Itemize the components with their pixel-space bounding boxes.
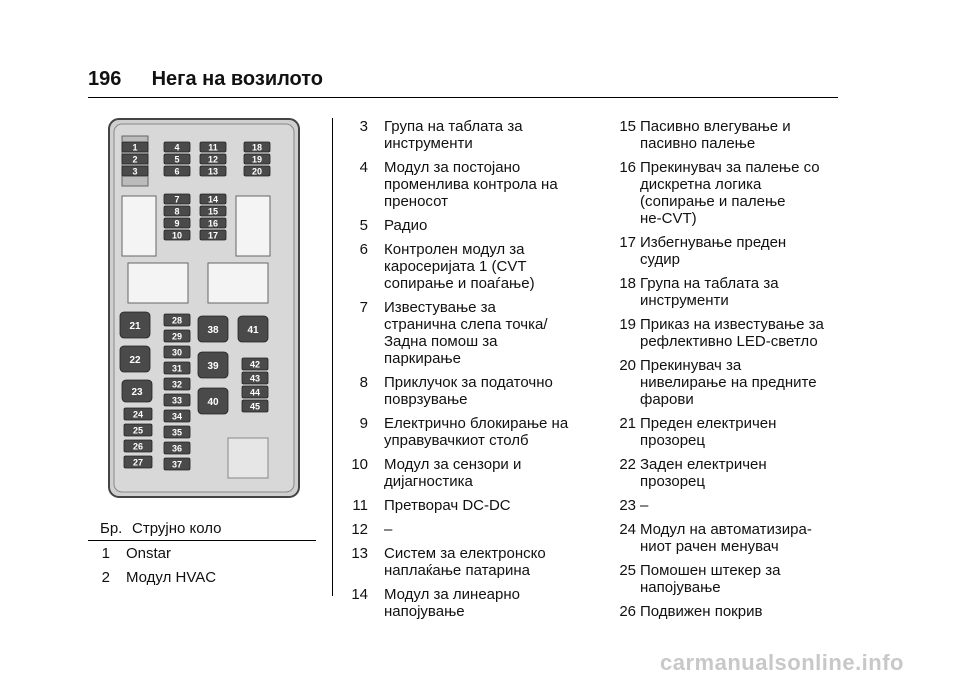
fuse-19 <box>244 154 270 165</box>
circuit-row <box>340 545 590 579</box>
circuit-row <box>608 159 848 227</box>
fuse-22 <box>120 346 150 372</box>
fuse-44 <box>242 386 268 398</box>
circuit-description: Модул HVAC <box>126 569 217 586</box>
circuit-row <box>340 118 590 152</box>
circuit-description: Onstar <box>126 545 172 562</box>
fuse-6 <box>164 166 190 177</box>
circuit-row <box>608 316 848 350</box>
circuit-number: 17 <box>619 234 636 251</box>
fuse-4 <box>164 142 190 153</box>
fuse-label: 38 <box>207 325 219 336</box>
fuse-label: 19 <box>251 154 263 165</box>
circuit-description: Помошен штекер за напојување <box>640 562 781 596</box>
relay-socket-left <box>122 196 156 256</box>
fuse-label: 1 <box>132 142 138 153</box>
column-divider <box>332 118 333 596</box>
fuse-label: 2 <box>132 154 138 165</box>
fuse-label: 10 <box>171 230 183 241</box>
page-header <box>88 68 323 91</box>
fuse-23 <box>122 380 152 402</box>
page-number: 196 <box>88 68 122 90</box>
circuit-description: Прекинувач за палење со дискретна логика (сопирање и палење не-CVT) <box>640 159 820 227</box>
page-title: Нега на возилото <box>151 68 324 90</box>
circuit-number: 3 <box>359 118 368 135</box>
circuit-row <box>340 586 590 620</box>
circuit-description: Подвижен покрив <box>640 603 763 620</box>
circuit-number: 20 <box>619 357 636 374</box>
circuit-row <box>340 456 590 490</box>
circuit-row <box>340 415 590 449</box>
fuse-5 <box>164 154 190 165</box>
fuse-label: 39 <box>207 361 219 372</box>
fuse-45 <box>242 400 268 412</box>
circuit-description: Претворач DC-DC <box>384 497 511 514</box>
fuse-label: 44 <box>249 387 261 398</box>
fuse-33 <box>164 394 190 406</box>
fuse-label: 7 <box>174 194 180 205</box>
fuse-label: 32 <box>171 379 183 390</box>
fuse-28 <box>164 314 190 326</box>
fuse-20 <box>244 166 270 177</box>
circuit-description: – <box>640 497 649 514</box>
circuit-number: 10 <box>351 456 368 473</box>
fuse-label: 5 <box>174 154 180 165</box>
fuse-label: 11 <box>208 142 218 153</box>
fuse-label: 35 <box>171 427 183 438</box>
fuse-box-diagram <box>108 118 300 498</box>
circuit-description: Систем за електронско наплаќање патарина <box>384 545 546 579</box>
circuit-row <box>88 569 316 586</box>
circuit-row <box>608 234 848 268</box>
fuse-38 <box>198 316 228 342</box>
fuse-label: 31 <box>171 363 183 374</box>
circuit-row <box>608 497 848 514</box>
fuse-label: 21 <box>129 321 141 332</box>
circuit-row <box>608 521 848 555</box>
circuit-row <box>340 374 590 408</box>
fuse-label: 33 <box>171 395 183 406</box>
circuit-number: 15 <box>619 118 636 135</box>
circuit-description: Преден електричен прозорец <box>640 415 777 449</box>
fuse-32 <box>164 378 190 390</box>
fuse-40 <box>198 388 228 414</box>
circuit-list-middle <box>340 118 590 627</box>
column-header-circuit: Струјно коло <box>132 520 222 537</box>
circuit-row <box>608 456 848 490</box>
fuse-label: 22 <box>129 355 141 366</box>
circuit-description: Заден електричен прозорец <box>640 456 767 490</box>
circuit-number: 25 <box>619 562 636 579</box>
fuse-label: 24 <box>132 409 144 420</box>
fuse-31 <box>164 362 190 374</box>
fuse-label: 29 <box>171 331 183 342</box>
circuit-description: Група на таблата за инструменти <box>640 275 779 309</box>
fuse-label: 23 <box>131 387 143 398</box>
circuit-row <box>608 603 848 620</box>
fuse-label: 30 <box>171 347 183 358</box>
circuit-description: Известување за странична слепа точка/ Задна помош за паркирање <box>384 299 548 367</box>
fuse-34 <box>164 410 190 422</box>
circuit-number: 22 <box>619 456 636 473</box>
circuit-number: 6 <box>359 241 368 258</box>
circuit-description: Модул за постојано променлива контрола на преносот <box>384 159 558 210</box>
fuse-label: 41 <box>247 325 259 336</box>
fuse-30 <box>164 346 190 358</box>
circuit-description: Модул за сензори и дијагностика <box>384 456 522 490</box>
fuse-17 <box>200 230 226 241</box>
fuse-2 <box>122 154 148 165</box>
circuit-number: 8 <box>359 374 368 391</box>
circuit-row <box>340 159 590 210</box>
circuit-row <box>340 299 590 367</box>
fuse-29 <box>164 330 190 342</box>
fuse-26 <box>124 440 152 452</box>
fuse-label: 18 <box>251 142 263 153</box>
circuit-number: 24 <box>619 521 636 538</box>
circuit-number: 18 <box>619 275 636 292</box>
fuse-16 <box>200 218 226 229</box>
circuit-number: 7 <box>359 299 368 316</box>
circuit-number: 13 <box>351 545 368 562</box>
connector-socket <box>228 438 268 478</box>
circuit-row <box>608 357 848 408</box>
circuit-description: Избегнување преден судир <box>640 234 787 268</box>
circuit-number: 4 <box>359 159 368 176</box>
circuit-description: Група на таблата за инструменти <box>384 118 523 152</box>
fuse-27 <box>124 456 152 468</box>
circuit-row <box>88 545 316 562</box>
circuit-row <box>608 415 848 449</box>
fuse-label: 40 <box>207 397 219 408</box>
circuit-description: Радио <box>384 217 428 234</box>
circuit-number: 26 <box>619 603 636 620</box>
watermark: carmanualsonline.info <box>660 650 904 675</box>
circuit-description: Пасивно влегување и пасивно палење <box>640 118 791 152</box>
fuse-7 <box>164 194 190 205</box>
fuse-21 <box>120 312 150 338</box>
fuse-11 <box>200 142 226 153</box>
relay-socket-mid-right <box>208 263 268 303</box>
circuit-row <box>340 521 590 538</box>
circuit-row <box>340 497 590 514</box>
fuse-label: 9 <box>174 218 180 229</box>
circuit-list-left <box>88 545 316 593</box>
fuse-42 <box>242 358 268 370</box>
circuit-number: 2 <box>101 569 110 586</box>
circuit-description: Електрично блокирање на управувачкиот столб <box>384 415 569 449</box>
fuse-label: 43 <box>249 373 261 384</box>
relay-socket-right <box>236 196 270 256</box>
fuse-label: 42 <box>249 359 261 370</box>
circuit-description: Контролен модул за каросеријата 1 (CVT сопирање и поаѓање) <box>384 241 535 292</box>
fuse-24 <box>124 408 152 420</box>
fuse-label: 36 <box>171 443 183 454</box>
circuit-description: – <box>384 521 393 538</box>
fuse-15 <box>200 206 226 217</box>
circuit-list-right <box>608 118 848 627</box>
fuse-label: 16 <box>207 218 219 229</box>
fuse-18 <box>244 142 270 153</box>
fuse-label: 3 <box>132 166 138 177</box>
circuit-number: 16 <box>619 159 636 176</box>
fuse-label: 12 <box>207 154 219 165</box>
fuse-13 <box>200 166 226 177</box>
fuse-39 <box>198 352 228 378</box>
circuit-description: Приклучок за податочно поврзување <box>384 374 553 408</box>
fuse-label: 34 <box>171 411 183 422</box>
circuit-number: 19 <box>619 316 636 333</box>
fuse-36 <box>164 442 190 454</box>
circuit-number: 21 <box>619 415 636 432</box>
fuse-37 <box>164 458 190 470</box>
fuse-label: 37 <box>171 459 183 470</box>
circuit-number: 12 <box>351 521 368 538</box>
fuse-12 <box>200 154 226 165</box>
fuse-1 <box>122 142 148 153</box>
fuse-label: 14 <box>207 194 219 205</box>
fuse-25 <box>124 424 152 436</box>
fuse-41 <box>238 316 268 342</box>
fuse-label: 25 <box>132 425 144 436</box>
circuit-description: Приказ на известување за рефлективно LED-светло <box>640 316 824 350</box>
circuit-row <box>608 275 848 309</box>
circuit-row <box>340 217 590 234</box>
fuse-label: 15 <box>207 206 219 217</box>
fuse-label: 28 <box>171 315 183 326</box>
circuit-number: 5 <box>359 217 368 234</box>
circuit-description: Прекинувач за нивелирање на предните фарови <box>640 357 817 408</box>
circuit-row <box>340 241 590 292</box>
relay-socket-mid-left <box>128 263 188 303</box>
circuit-number: 11 <box>352 497 368 514</box>
fuse-label: 13 <box>207 166 219 177</box>
fuse-label: 26 <box>132 441 144 452</box>
fuse-3 <box>122 166 148 177</box>
circuit-row <box>608 562 848 596</box>
circuit-description: Модул за линеарно напојување <box>384 586 520 620</box>
fuse-label: 27 <box>132 457 144 468</box>
fuse-35 <box>164 426 190 438</box>
fuse-label: 6 <box>174 166 180 177</box>
fuse-14 <box>200 194 226 205</box>
fuse-label: 8 <box>174 206 180 217</box>
fuse-43 <box>242 372 268 384</box>
circuit-number: 23 <box>619 497 636 514</box>
circuit-number: 14 <box>351 586 368 603</box>
fuse-9 <box>164 218 190 229</box>
circuit-description: Модул на автоматизира- ниот рачен менувач <box>640 521 812 555</box>
fuse-10 <box>164 230 190 241</box>
circuit-number: 1 <box>101 545 110 562</box>
circuit-number: 9 <box>359 415 368 432</box>
table-rule <box>88 540 316 541</box>
fuse-8 <box>164 206 190 217</box>
fuse-label: 45 <box>249 401 261 412</box>
circuit-row <box>608 118 848 152</box>
fuse-label: 4 <box>174 142 180 153</box>
fuse-label: 20 <box>251 166 263 177</box>
fuse-label: 17 <box>207 230 219 241</box>
header-rule <box>88 97 838 98</box>
column-header-number: Бр. <box>100 520 123 537</box>
